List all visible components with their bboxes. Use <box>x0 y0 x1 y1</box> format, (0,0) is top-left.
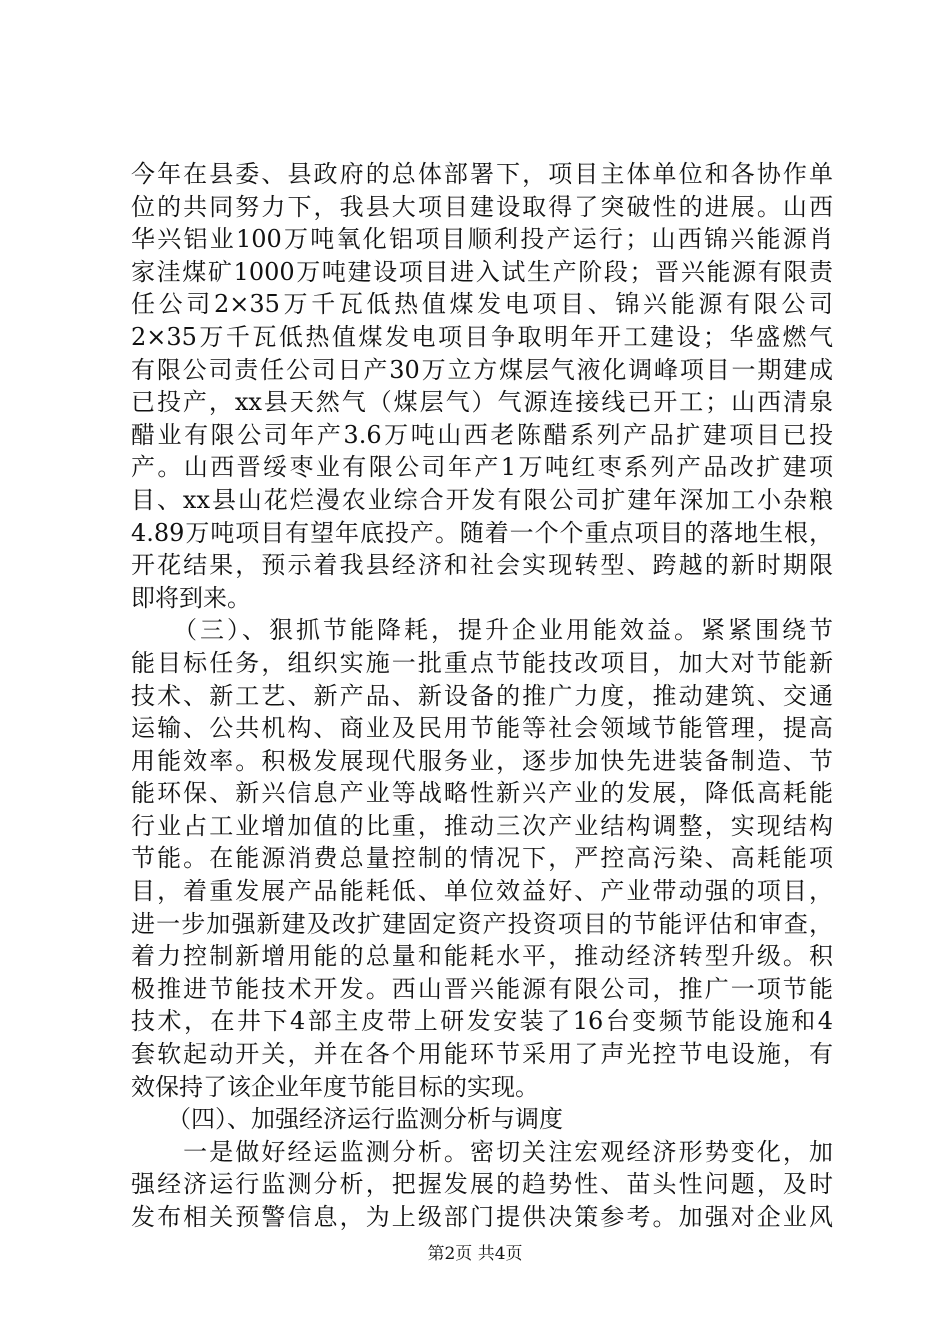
text-line: 目，着重发展产品能耗低、单位效益好、产业带动强的项目， <box>131 877 833 906</box>
text-line: 行业占工业增加值的比重，推动三次产业结构调整，实现结构 <box>131 811 833 840</box>
text-line: 开花结果，预示着我县经济和社会实现转型、跨越的新时期限 <box>131 551 833 580</box>
text-line: 一是做好经运监测分析。密切关注宏观经济形势变化，加 <box>131 1137 833 1166</box>
text-line: 用能效率。积极发展现代服务业，逐步加快先进装备制造、节 <box>131 746 833 775</box>
text-line: 有限公司责任公司日产30万立方煤层气液化调峰项目一期建成 <box>131 355 833 384</box>
text-line: 技术、新工艺、新产品、新设备的推广力度，推动建筑、交通 <box>131 681 833 710</box>
text-line: 节能。在能源消费总量控制的情况下，严控高污染、高耗能项 <box>131 844 833 873</box>
text-line: 已投产，xx县天然气（煤层气）气源连接线已开工；山西清泉 <box>131 388 833 417</box>
text-line: 家洼煤矿1000万吨建设项目进入试生产阶段；晋兴能源有限责 <box>131 257 833 286</box>
text-line: 即将到来。 <box>131 583 251 612</box>
text-line: 目、xx县山花烂漫农业综合开发有限公司扩建年深加工小杂粮 <box>131 485 833 514</box>
text-line: 发布相关预警信息，为上级部门提供决策参考。加强对企业风 <box>131 1203 833 1231</box>
text-line: 技术，在井下4部主皮带上研发安装了16台变频节能设施和4 <box>131 1007 833 1036</box>
document-body <box>131 158 833 1234</box>
text-line: 套软起动开关，并在各个用能环节采用了声光控节电设施，有 <box>131 1040 833 1069</box>
text-line: 进一步加强新建及改扩建固定资产投资项目的节能评估和审查， <box>131 909 833 938</box>
page-footer: 第2页 共4页 <box>427 1244 523 1264</box>
text-line: （四）、加强经济运行监测分析与调度 <box>131 1105 563 1134</box>
text-line: 极推进节能技术开发。西山晋兴能源有限公司，推广一项节能 <box>131 974 833 1003</box>
text-line: 醋业有限公司年产3.6万吨山西老陈醋系列产品扩建项目已投 <box>131 420 833 449</box>
text-line: 2×35万千瓦低热值煤发电项目争取明年开工建设；华盛燃气 <box>131 322 833 351</box>
text-line: 能环保、新兴信息产业等战略性新兴产业的发展，降低高耗能 <box>131 779 833 808</box>
text-line: 效保持了该企业年度节能目标的实现。 <box>131 1072 539 1101</box>
text-line: 产。山西晋绥枣业有限公司年产1万吨红枣系列产品改扩建项 <box>131 453 833 482</box>
text-line: 能目标任务，组织实施一批重点节能技改项目，加大对节能新 <box>131 648 833 677</box>
text-line: 着力控制新增用能的总量和能耗水平，推动经济转型升级。积 <box>131 942 833 971</box>
text-line: 任公司2×35万千瓦低热值煤发电项目、锦兴能源有限公司 <box>131 290 833 319</box>
text-line: 位的共同努力下，我县大项目建设取得了突破性的进展。山西 <box>131 192 833 221</box>
text-line: （三）、狠抓节能降耗，提升企业用能效益。紧紧围绕节 <box>131 616 833 645</box>
text-line: 今年在县委、县政府的总体部署下，项目主体单位和各协作单 <box>131 160 833 188</box>
text-line: 华兴铝业100万吨氧化铝项目顺利投产运行；山西锦兴能源肖 <box>131 225 833 254</box>
text-line: 4.89万吨项目有望年底投产。随着一个个重点项目的落地生根， <box>131 518 833 547</box>
text-line: 运输、公共机构、商业及民用节能等社会领域节能管理，提高 <box>131 714 833 743</box>
text-line: 强经济运行监测分析，把握发展的趋势性、苗头性问题，及时 <box>131 1170 833 1199</box>
